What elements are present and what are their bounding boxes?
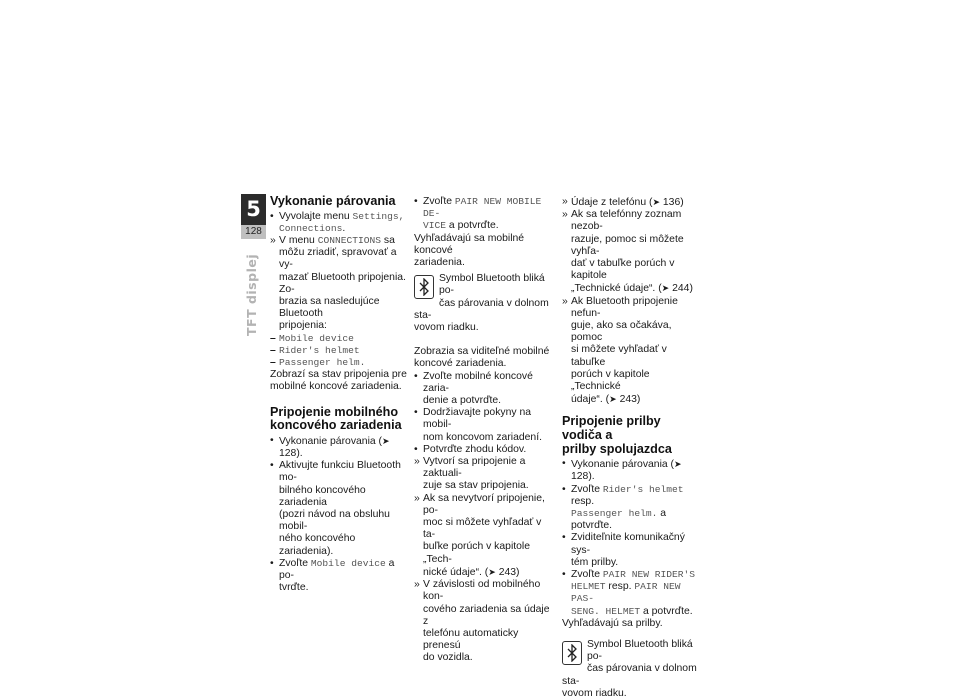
heading-mobile: Pripojenie mobilného koncového zariadenia [270, 404, 402, 433]
paragraph: Vyhľadávajú sa prilby. [562, 617, 663, 629]
paragraph: Zobrazia sa viditeľné mobilné koncové zariadenia. [414, 346, 550, 370]
bluetooth-note: Symbol Bluetooth bliká po- čas párovania v dolnom sta- vovom riadku. [414, 273, 549, 334]
bullet-icon [562, 569, 566, 581]
bullet-icon [562, 532, 566, 544]
list-item: • Vykonanie párovania (➤ 128). [270, 435, 407, 460]
list-item: » Vytvorí sa pripojenie a zaktuali- zuje sa stav pripojenia. [414, 456, 552, 493]
list-item: • Dodržiavajte pokyny na mobil- nom koncovom zariadení. [414, 407, 552, 444]
result-arrow-icon [414, 493, 420, 505]
result-arrow-icon [414, 456, 420, 468]
list-item: » Údaje z telefónu (➤ 136) [562, 196, 702, 209]
list-item: • Zviditeľnite komunikačný sys- tém prilby. [562, 532, 702, 569]
list-item: » Ak Bluetooth pripojenie nefun- guje, ako sa očakáva, pomoc si môžete vyhľadať v tabuľke porúch v kapitole „Technické údaje“. (➤ 243) [562, 296, 702, 407]
arrow-ref-icon: ➤ [609, 394, 617, 405]
bullet-icon [270, 460, 274, 472]
bullet-icon [270, 558, 274, 570]
list-item: • Aktivujte funkciu Bluetooth mo- bilného koncového zariadenia (pozri návod na obsluhu mobil- ného koncového zariadenia). [270, 460, 407, 558]
column-1 [270, 195, 407, 594]
column-2 [414, 196, 552, 665]
arrow-ref-icon: ➤ [661, 283, 670, 294]
list-item: – Mobile device [270, 333, 407, 345]
list-item: » Ak sa telefónny zoznam nezob- razuje, pomoc si môžete vyhľa- dať v tabuľke porúch v kapitole „Technické údaje“. (➤ 244) [562, 209, 702, 295]
paragraph: Vyhľadávajú sa mobilné koncové zariadenia. [414, 232, 525, 269]
arrow-ref-icon: ➤ [382, 435, 390, 446]
list-item: • Zvoľte mobilné koncové zaria- denie a potvrďte. [414, 371, 552, 408]
dash-icon [270, 357, 276, 369]
list-pairing [270, 211, 407, 370]
arrow-ref-icon: ➤ [674, 459, 682, 470]
list-item: • Vyvolajte menu Settings, Connections. [270, 211, 407, 235]
dash-icon [270, 345, 276, 357]
dash-icon [270, 333, 276, 345]
result-arrow-icon [270, 235, 276, 247]
chapter-number: 5 [241, 194, 266, 225]
result-arrow-icon [562, 196, 568, 208]
bullet-icon [270, 211, 274, 223]
list-item: • Vykonanie párovania (➤ 128). [562, 458, 702, 483]
bluetooth-note: Symbol Bluetooth bliká po- čas párovania v dolnom sta- vovom riadku. [562, 639, 697, 699]
arrow-ref-icon: ➤ [488, 566, 496, 577]
section-title-vertical: TFT displej [244, 253, 259, 336]
list-helmets [562, 458, 702, 618]
bullet-icon [414, 444, 418, 456]
list-item: • Zvoľte PAIR NEW MOBILE DE- VICE a potvrďte. [414, 196, 552, 233]
list-item: » V menu CONNECTIONS sa môžu zriadiť, spravovať a vy- mazať Bluetooth pripojenia. Zo- brazia sa nasledujúce Bluetooth pripojenia: [270, 235, 407, 333]
list-item: – Rider's helmet [270, 345, 407, 357]
column-3 [562, 196, 702, 700]
list-item: » V závislosti od mobilného kon- cového zariadenia sa údaje z telefónu automaticky prenesú do vozidla. [414, 579, 552, 664]
bullet-icon [414, 371, 418, 383]
page-number: 128 [241, 225, 266, 239]
bluetooth-icon [562, 641, 582, 665]
list-item: • Zvoľte Rider's helmet resp. Passenger helm. a potvrďte. [562, 484, 702, 533]
arrow-ref-icon: ➤ [652, 197, 660, 207]
list-select-mobile [414, 196, 552, 233]
heading-helmets: Pripojenie prilby vodiča a prilby spolujazdca [562, 414, 672, 456]
result-arrow-icon [414, 579, 420, 591]
list-item: • Potvrďte zhodu kódov. [414, 444, 552, 456]
list-mobile-steps [414, 371, 552, 665]
bullet-icon [414, 196, 418, 208]
bullet-icon [562, 458, 566, 470]
list-item: » Ak sa nevytvorí pripojenie, po- moc si môžete vyhľadať v ta- buľke porúch v kapitole „Tech- nické údaje“. (➤ 243) [414, 493, 552, 579]
list-item: – Passenger helm. [270, 357, 407, 369]
bullet-icon [414, 407, 418, 419]
list-phone-data [562, 196, 702, 406]
list-mobile [270, 435, 407, 595]
result-arrow-icon [562, 209, 568, 221]
bluetooth-icon [414, 275, 434, 299]
heading-pairing: Vykonanie párovania [270, 194, 396, 208]
list-item: • Zvoľte PAIR NEW RIDER'S HELMET resp. PAIR NEW PAS- SENG. HELMET a potvrďte. [562, 569, 702, 618]
paragraph: Zobrazí sa stav pripojenia pre mobilné koncové zariadenia. [270, 369, 407, 393]
result-arrow-icon [562, 296, 568, 308]
bullet-icon [562, 484, 566, 496]
bullet-icon [270, 435, 274, 447]
list-item: • Zvoľte Mobile device a po- tvrďte. [270, 558, 407, 595]
